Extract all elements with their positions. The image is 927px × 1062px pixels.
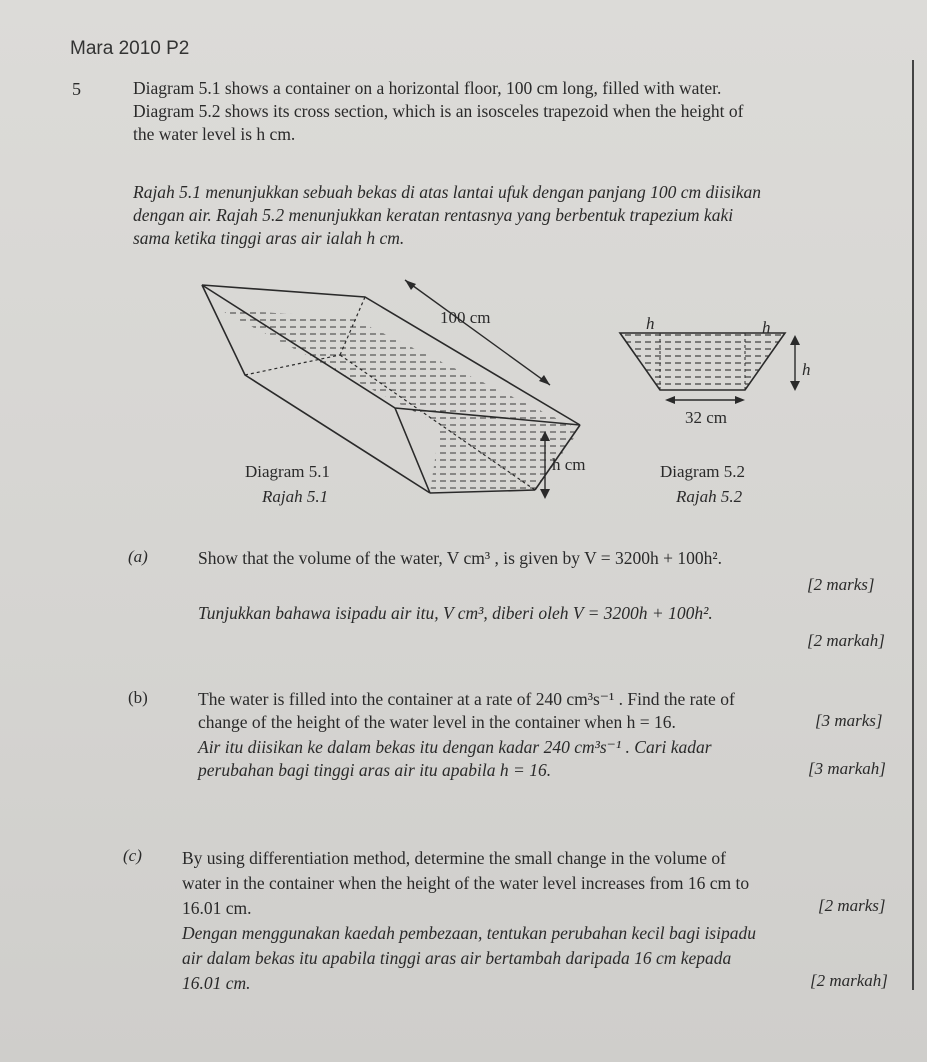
part-c-ms-line-1: Dengan menggunakan kaedah pembezaan, tentukan perubahan kecil bagi isipadu xyxy=(182,923,756,943)
diagram-5-2-cross-section xyxy=(615,325,815,405)
part-c-english xyxy=(182,846,749,921)
top-left-h-label: h xyxy=(646,314,655,333)
page-header: Mara 2010 P2 xyxy=(70,38,190,59)
question-number: 5 xyxy=(72,79,81,99)
top-right-h-label: h xyxy=(762,318,771,337)
intro-malay xyxy=(133,181,761,250)
part-b-markah: [3 markah] xyxy=(808,759,886,778)
part-a-letter: (a) xyxy=(128,547,148,566)
rajah-5-2-caption: Rajah 5.2 xyxy=(676,487,743,506)
part-b-english xyxy=(198,688,735,734)
diagram-5-2-caption: Diagram 5.2 xyxy=(660,462,745,481)
diagram-5-1-caption: Diagram 5.1 xyxy=(245,462,330,481)
intro-english xyxy=(133,77,743,146)
part-a-malay: Tunjukkan bahawa isipadu air itu, V cm³, diberi oleh V = 3200h + 100h². xyxy=(198,603,713,623)
part-c-marks: [2 marks] xyxy=(818,896,886,915)
part-b-malay xyxy=(198,736,712,782)
part-a-markah: [2 markah] xyxy=(807,631,885,650)
intro-ms-line-1: Rajah 5.1 menunjukkan sebuah bekas di atas lantai ufuk dengan panjang 100 cm diisikan xyxy=(133,182,761,202)
bottom-width-label: 32 cm xyxy=(685,408,728,427)
margin-line xyxy=(912,60,914,990)
part-b-marks: [3 marks] xyxy=(815,711,883,730)
part-b-en-line-1: The water is filled into the container at a rate of 240 cm³s⁻¹ . Find the rate of xyxy=(198,689,735,709)
height-label-h-cm: h cm xyxy=(552,455,586,474)
part-b-en-line-2: change of the height of the water level in the container when h = 16. xyxy=(198,712,676,732)
part-c-ms-line-3: 16.01 cm. xyxy=(182,973,251,993)
part-c-en-line-2: water in the container when the height of the water level increases from 16 cm to xyxy=(182,873,750,893)
part-b-ms-line-1: Air itu diisikan ke dalam bekas itu dengan kadar 240 cm³s⁻¹ . Cari kadar xyxy=(198,737,712,757)
intro-en-line-2: Diagram 5.2 shows its cross section, which is an isosceles trapezoid when the height of xyxy=(133,101,744,121)
rajah-5-1-caption: Rajah 5.1 xyxy=(262,487,329,506)
part-c-en-line-1: By using differentiation method, determine the small change in the volume of xyxy=(182,848,726,868)
side-h-label: h xyxy=(802,360,811,379)
intro-ms-line-3: sama ketika tinggi aras air ialah h cm. xyxy=(133,228,405,248)
intro-ms-line-2: dengan air. Rajah 5.2 menunjukkan keratan rentasnya yang berbentuk trapezium kaki xyxy=(133,205,734,225)
part-b-letter: (b) xyxy=(128,688,148,707)
part-a-english: Show that the volume of the water, V cm³ , is given by V = 3200h + 100h². xyxy=(198,548,723,568)
part-c-malay xyxy=(182,921,756,996)
part-c-en-line-3: 16.01 cm. xyxy=(182,898,252,918)
part-c-letter: (c) xyxy=(123,846,142,865)
part-a-marks: [2 marks] xyxy=(807,575,875,594)
part-c-markah: [2 markah] xyxy=(810,971,888,990)
part-c-ms-line-2: air dalam bekas itu apabila tinggi aras air bertambah daripada 16 cm kepada xyxy=(182,948,732,968)
intro-en-line-3: the water level is h cm. xyxy=(133,124,296,144)
intro-en-line-1: Diagram 5.1 shows a container on a horizontal floor, 100 cm long, filled with water. xyxy=(133,78,722,98)
part-b-ms-line-2: perubahan bagi tinggi aras air itu apabila h = 16. xyxy=(198,760,552,780)
length-label: 100 cm xyxy=(440,308,491,327)
